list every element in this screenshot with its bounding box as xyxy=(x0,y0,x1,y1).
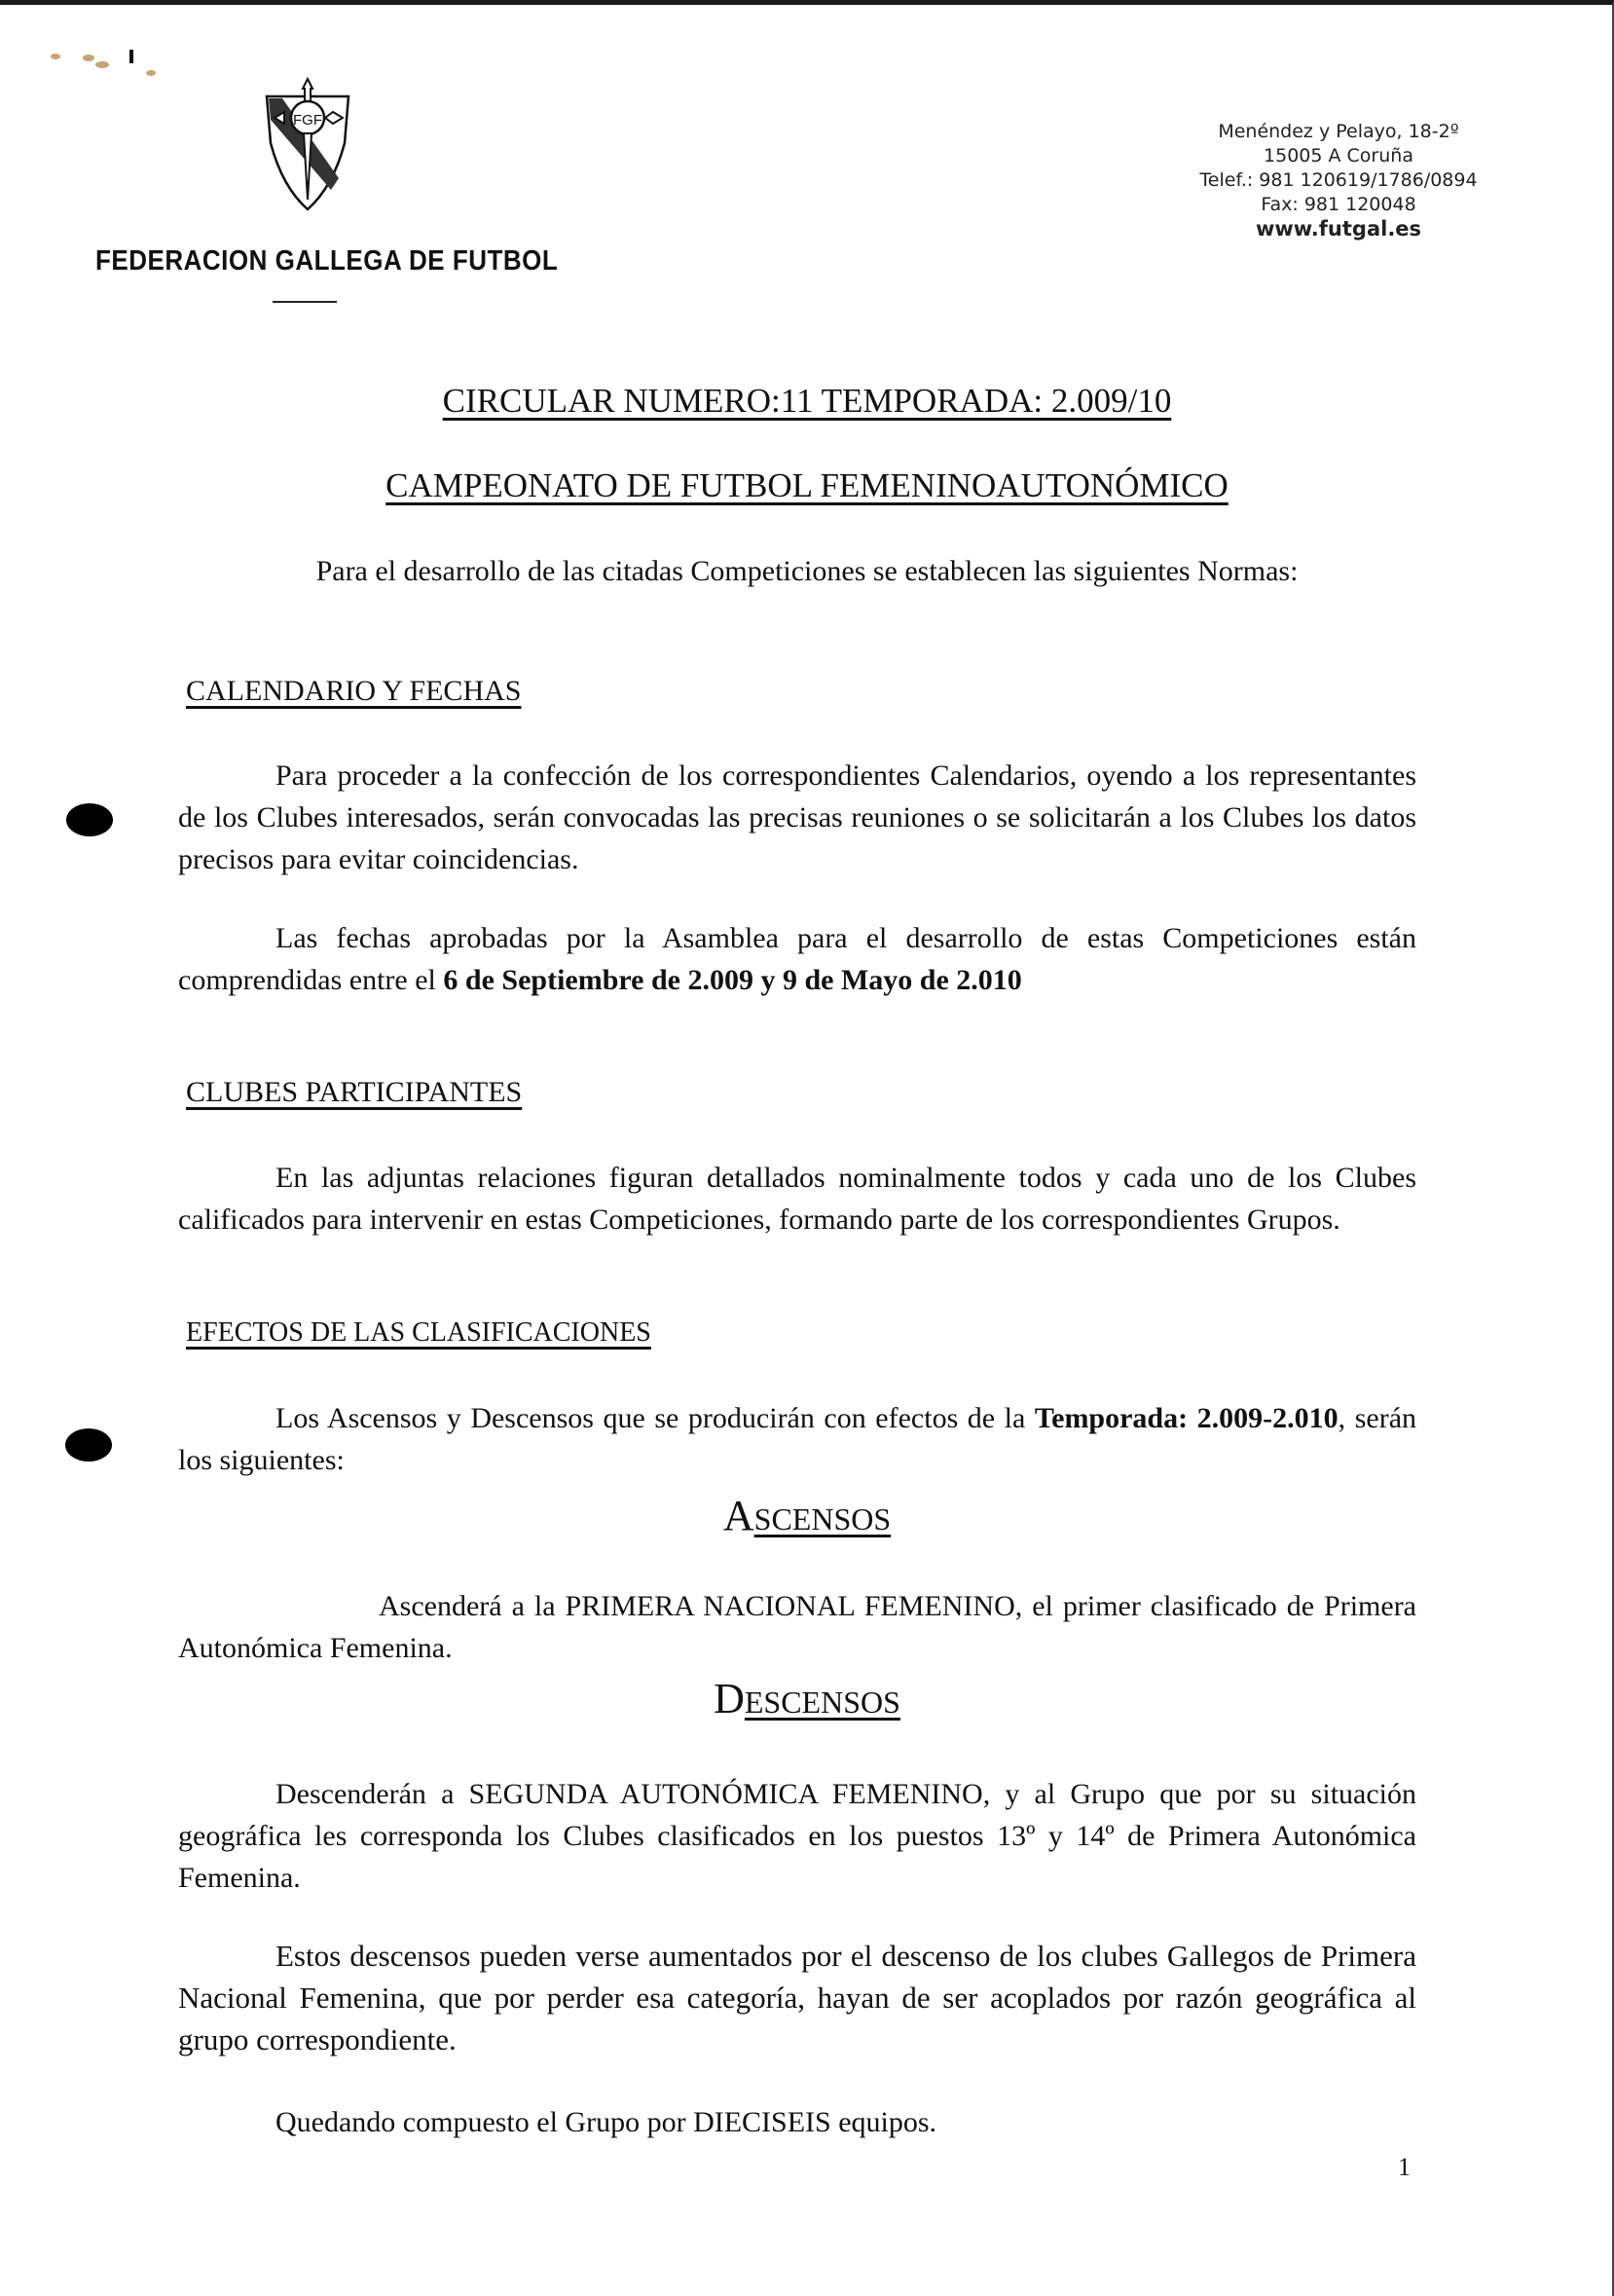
section-heading-calendario: CALENDARIO Y FECHAS xyxy=(186,675,522,707)
punch-hole xyxy=(65,1428,112,1462)
section-heading-clubes: CLUBES PARTICIPANTES xyxy=(186,1076,523,1108)
heading-initial: A xyxy=(722,1492,754,1539)
website-link[interactable]: www.futgal.es xyxy=(1255,217,1422,241)
paragraph-text: Ascenderá a la PRIMERA NACIONAL FEMENINO, el primer clasificado de Primera Autonómica Femenina. xyxy=(178,1590,1416,1664)
paragraph xyxy=(178,1397,1416,1481)
paragraph xyxy=(178,1935,1416,2060)
heading-initial: D xyxy=(714,1675,745,1722)
paragraph-text: Quedando compuesto el Grupo por DIECISEIS equipos. xyxy=(275,2106,937,2138)
scan-stain xyxy=(51,54,60,59)
paragraph-text: Las fechas aprobadas por la Asamblea para el desarrollo de estas Competiciones están comprendidas entre el xyxy=(178,922,1416,996)
section-heading-efectos: EFECTOS DE LAS CLASIFICACIONES xyxy=(186,1317,651,1348)
paragraph xyxy=(178,1585,1416,1669)
intro-text: Para el desarrollo de las citadas Competiciones se establecen las siguientes Normas: xyxy=(315,555,1299,587)
section-heading-ascensos xyxy=(0,1491,1614,1540)
paragraph-text: Los Ascensos y Descensos que se producirán con efectos de la xyxy=(275,1402,1035,1434)
paragraph xyxy=(178,755,1416,880)
address-block xyxy=(1178,120,1499,241)
page-number: 1 xyxy=(1398,2153,1411,2181)
paragraph xyxy=(178,1773,1416,1899)
date-range: 6 de Septiembre de 2.009 y 9 de Mayo de 2.010 xyxy=(443,964,1022,996)
divider xyxy=(273,301,337,303)
paragraph-text: Para proceder a la confección de los correspondientes Calendarios, oyendo a los representantes de los Clubes interesados, serán convocadas las precisas reuniones o se solicitarán a los Clubes los datos precisos para evitar coincidencias. xyxy=(178,759,1416,875)
address-line: Fax: 981 120048 xyxy=(1261,194,1416,215)
svg-text:FGF: FGF xyxy=(293,112,322,129)
heading-rest: ESCENSOS xyxy=(744,1685,900,1720)
address-line: Telef.: 981 120619/1786/0894 xyxy=(1199,169,1478,191)
paragraph-text: Estos descensos pueden verse aumentados por el descenso de los clubes Gallegos de Primera Nacional Femenina, que por perder esa categoría, hayan de ser acoplados por razón geográfica al grupo correspondiente. xyxy=(178,1939,1416,2056)
paragraph xyxy=(178,917,1416,1001)
section-heading-descensos xyxy=(0,1674,1614,1723)
paragraph-text: , serán los siguientes: xyxy=(178,1402,1417,1476)
circular-title: CIRCULAR NUMERO:11 TEMPORADA: 2.009/10 xyxy=(442,382,1172,420)
address-line: 15005 A Coruña xyxy=(1264,145,1413,167)
championship-title: CAMPEONATO DE FUTBOL FEMENINOAUTONÓMICO xyxy=(385,466,1229,504)
organization-name: FEDERACION GALLEGA DE FUTBOL xyxy=(95,243,559,277)
heading-rest: SCENSOS xyxy=(753,1501,892,1537)
paragraph-text: En las adjuntas relaciones figuran detallados nominalmente todos y cada uno de los Clubes calificados para intervenir en estas Competiciones, formando parte de los correspondientes Grupos. xyxy=(178,1162,1416,1236)
scan-stain xyxy=(146,70,156,76)
scan-stain xyxy=(83,55,94,61)
punch-hole xyxy=(66,803,113,836)
paragraph xyxy=(178,1157,1416,1241)
scan-mark xyxy=(129,50,133,63)
paragraph-text: Descenderán a SEGUNDA AUTONÓMICA FEMENINO, y al Grupo que por su situación geográfica les corresponda los Clubes clasificados en los puestos 13º y 14º de Primera Autonómica Femenina. xyxy=(178,1778,1416,1894)
address-line: Menéndez y Pelayo, 18-2º xyxy=(1218,121,1459,142)
paragraph xyxy=(178,2101,1416,2143)
scan-stain xyxy=(95,61,109,68)
federation-crest-icon xyxy=(261,75,354,211)
season: Temporada: 2.009-2.010 xyxy=(1034,1402,1339,1434)
